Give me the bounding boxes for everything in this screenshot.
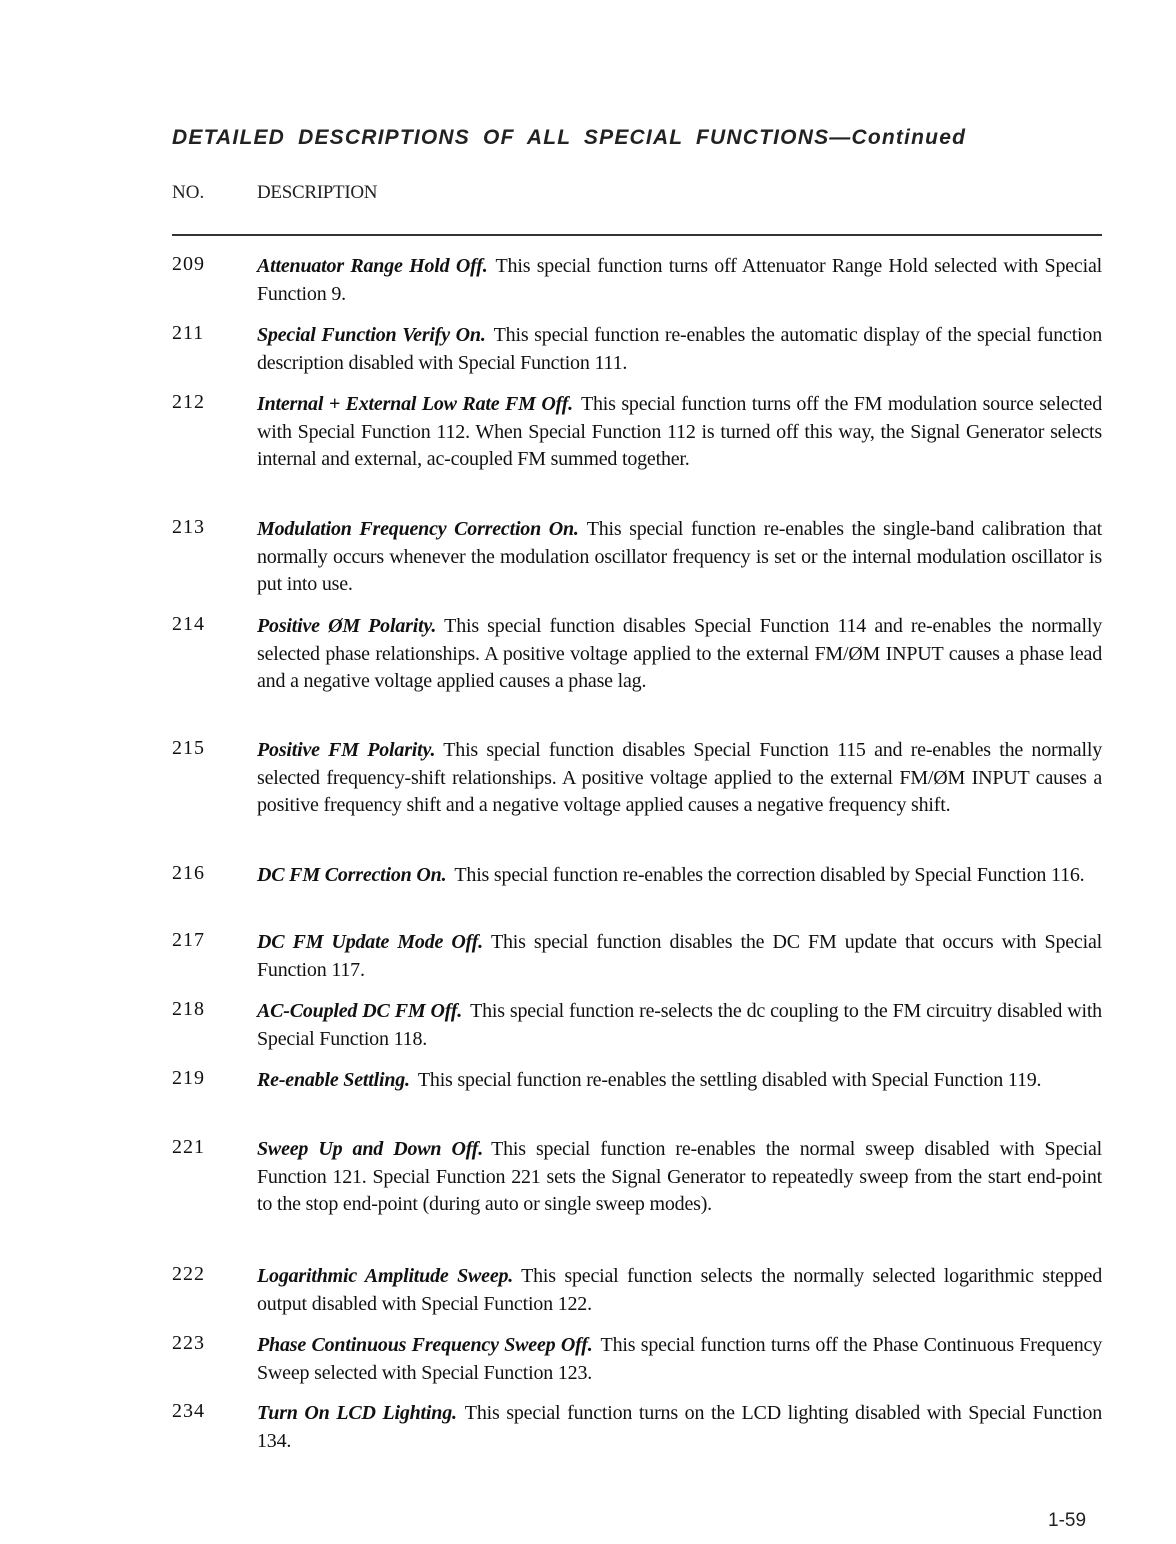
function-body: This special function turns on the LCD lighting disabled with Special Function 134. — [257, 1402, 1102, 1452]
function-number: 212 — [172, 391, 205, 413]
function-number: 218 — [172, 998, 205, 1020]
section-heading: DETAILED DESCRIPTIONS OF ALL SPECIAL FUNCTIONS—Continued — [172, 126, 967, 149]
function-description — [257, 613, 1102, 696]
function-description — [257, 1136, 1102, 1219]
header-rule — [172, 234, 1102, 236]
function-title: DC FM Correction On. — [257, 864, 447, 886]
function-title: Modulation Frequency Correction On. — [257, 518, 579, 540]
function-body: This special function disables the DC FM update that occurs with Special Function 117. — [257, 931, 1102, 981]
function-number: 214 — [172, 613, 205, 635]
function-number: 221 — [172, 1136, 205, 1158]
function-body: This special function re-selects the dc coupling to the FM circuitry disabled with Special Function 118. — [257, 1000, 1102, 1050]
function-body: This special function turns off Attenuator Range Hold selected with Special Function 9. — [257, 255, 1102, 305]
function-title: Special Function Verify On. — [257, 324, 486, 346]
function-body: This special function turns off the Phase Continuous Frequency Sweep selected with Special Function 123. — [257, 1334, 1103, 1384]
function-description — [257, 1263, 1102, 1318]
function-number: 219 — [172, 1067, 205, 1089]
function-title: Phase Continuous Frequency Sweep Off. — [257, 1334, 593, 1356]
function-description — [257, 516, 1102, 599]
function-description — [257, 929, 1102, 984]
list-item — [172, 1263, 1102, 1318]
list-item — [172, 613, 1102, 696]
list-item — [172, 1067, 1102, 1095]
list-item — [172, 998, 1102, 1053]
function-title: AC-Coupled DC FM Off. — [257, 1000, 463, 1022]
function-number: 211 — [172, 322, 205, 344]
column-header-no: NO. — [172, 182, 205, 203]
function-description — [257, 1067, 1102, 1095]
function-title: Logarithmic Amplitude Sweep. — [257, 1265, 514, 1287]
function-title: DC FM Update Mode Off. — [257, 931, 483, 953]
function-title: Attenuator Range Hold Off. — [257, 255, 488, 277]
function-body: This special function re-enables the normal sweep disabled with Special Function 121. Special Function 221 sets the Signal Generator to repeatedly sweep from the start end-point to the stop end-point (during auto or single sweep modes). — [257, 1138, 1102, 1215]
function-description — [257, 253, 1102, 308]
list-item — [172, 516, 1102, 599]
function-description — [257, 391, 1102, 474]
function-body: This special function selects the normally selected logarithmic stepped output disabled with Special Function 122. — [257, 1265, 1103, 1315]
function-body: This special function turns off the FM modulation source selected with Special Function 112. When Special Function 112 is turned off this way, the Signal Generator selects internal and external, ac-coupled FM summed together. — [257, 393, 1103, 470]
function-body: This special function disables Special Function 115 and re-enables the normally selected frequency-shift relationships. A positive voltage applied to the external FM/ØM INPUT causes a positive frequency shift and a negative voltage applied causes a negative frequency shift. — [257, 739, 1102, 816]
function-description — [257, 998, 1102, 1053]
function-number: 216 — [172, 862, 205, 884]
function-title: Re-enable Settling. — [257, 1069, 410, 1091]
list-item — [172, 929, 1102, 984]
page-number: 1-59 — [1048, 1510, 1087, 1531]
function-number: 222 — [172, 1263, 205, 1285]
list-item — [172, 1332, 1102, 1387]
function-body: This special function re-enables the automatic display of the special function description disabled with Special Function 111. — [257, 324, 1103, 374]
list-item — [172, 391, 1102, 474]
function-description — [257, 862, 1102, 890]
function-title: Turn On LCD Lighting. — [257, 1402, 457, 1424]
list-item — [172, 322, 1102, 377]
function-title: Positive ØM Polarity. — [257, 615, 437, 637]
function-description — [257, 1400, 1102, 1455]
list-item — [172, 862, 1102, 890]
function-body: This special function re-enables the single-band calibration that normally occurs whenever the modulation oscillator frequency is set or the internal modulation oscillator is put into use. — [257, 518, 1102, 595]
function-number: 234 — [172, 1400, 205, 1422]
function-body: This special function disables Special Function 114 and re-enables the normally selected phase relationships. A positive voltage applied to the external FM/ØM INPUT causes a phase lead and a negative voltage applied causes a phase lag. — [257, 615, 1102, 692]
function-number: 213 — [172, 516, 205, 538]
function-body: This special function re-enables the settling disabled with Special Function 119. — [417, 1069, 1042, 1091]
function-title: Sweep Up and Down Off. — [257, 1138, 484, 1160]
function-body: This special function re-enables the correction disabled by Special Function 116. — [454, 864, 1085, 886]
column-header-description: DESCRIPTION — [257, 182, 378, 203]
function-description — [257, 737, 1102, 820]
function-number: 215 — [172, 737, 205, 759]
list-item — [172, 737, 1102, 820]
function-description — [257, 322, 1102, 377]
function-number: 223 — [172, 1332, 205, 1354]
list-item — [172, 253, 1102, 308]
function-title: Internal + External Low Rate FM Off. — [257, 393, 573, 415]
function-number: 217 — [172, 929, 205, 951]
function-number: 209 — [172, 253, 205, 275]
list-item — [172, 1136, 1102, 1219]
function-description — [257, 1332, 1102, 1387]
list-item — [172, 1400, 1102, 1455]
function-title: Positive FM Polarity. — [257, 739, 436, 761]
